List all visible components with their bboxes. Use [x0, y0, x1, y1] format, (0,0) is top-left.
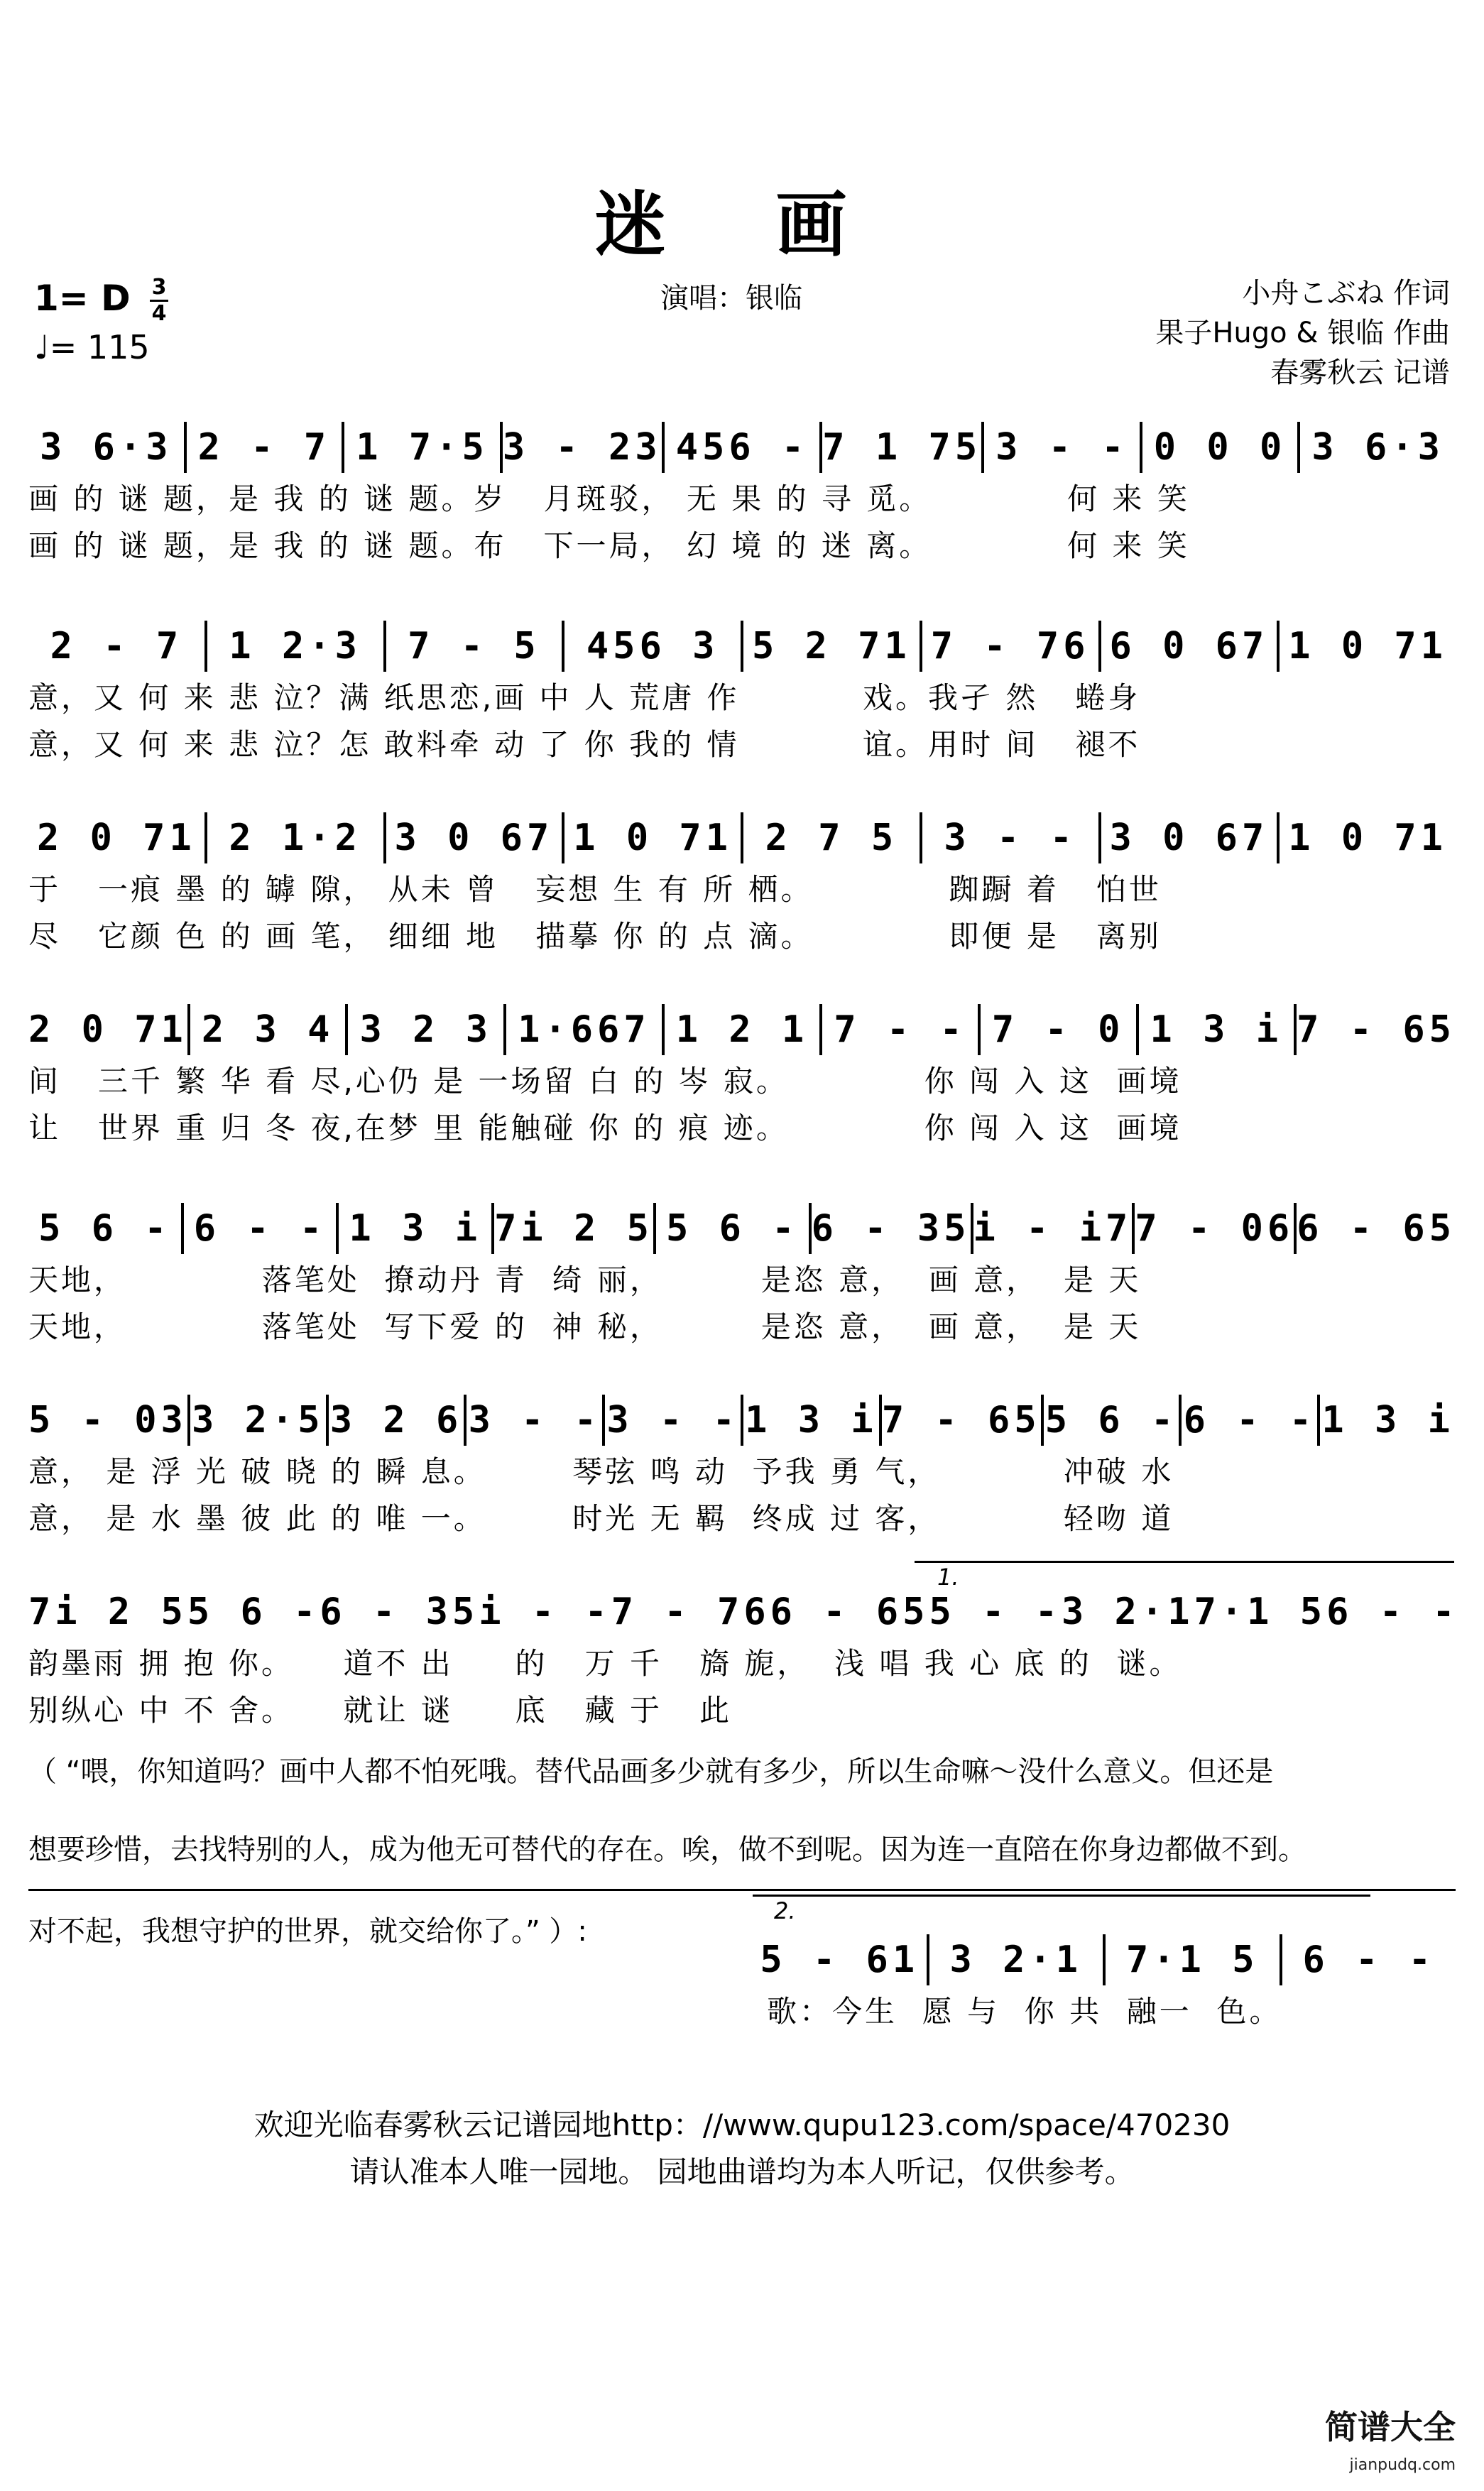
measure: 3 2 3: [359, 1008, 493, 1051]
measure: 6 - 65: [770, 1591, 929, 1633]
lyric-line: 意，又 何 来 悲 泣？满 纸思恋,画 中 人 荒唐 作 戏。我孑 然 蜷身: [28, 680, 1141, 715]
measure: 5 - 61: [760, 1939, 920, 1981]
notes-line: [28, 810, 1456, 866]
measure: 1 7·5: [356, 426, 489, 469]
footer: [0, 2102, 1484, 2196]
measure: 2 3 4: [201, 1008, 334, 1051]
lyric-line: 画 的 谜 题，是 我 的 谜 题。布 下一局， 幻 境 的 迷 离。 何 来 笑: [28, 528, 1190, 563]
notes-line: [28, 618, 1456, 675]
measure: 3 0 67: [394, 817, 554, 859]
tempo-marking: ♩= 115: [34, 328, 150, 366]
measure: 7 - 65: [1297, 1008, 1456, 1051]
measure: 7i 2 5: [494, 1207, 653, 1250]
measure: 3 6·3: [40, 426, 173, 469]
measure: 6 - 35: [811, 1207, 971, 1250]
lyric-line: 画 的 谜 题，是 我 的 谜 题。岁 月斑驳， 无 果 的 寻 觅。 何 来 笑: [28, 481, 1190, 516]
measure: 5 6 -: [187, 1591, 320, 1633]
measure: 3 - 23: [502, 426, 662, 469]
measure: 1 0 71: [1288, 625, 1448, 667]
measure: 6 - -: [1326, 1591, 1459, 1633]
interlude-top-rule: [28, 1889, 1456, 1891]
notes-line: [28, 1584, 1459, 1640]
credits: [1155, 273, 1450, 393]
notes-line: [28, 1001, 1456, 1058]
measure: 1·667: [518, 1008, 650, 1051]
measure: 3 - -: [606, 1399, 739, 1441]
measure: 3 0 67: [1109, 817, 1269, 859]
measure: 0 0 0: [1153, 426, 1287, 469]
measure: 3 6·3: [1311, 426, 1444, 469]
measure: 1 3 i: [349, 1207, 482, 1250]
lyric-line: 让 世界 重 归 冬 夜,在梦 里 能触碰 你 的 痕 迹。 你 闯 入 这 画境: [28, 1111, 1182, 1145]
measure: 3 2·5: [191, 1399, 324, 1441]
interlude-line: 对不起，我想守护的世界，就交给你了。” ）:: [28, 1915, 587, 1948]
measure: 5 - 03: [28, 1399, 187, 1441]
lyricist-credit: 小舟こぶね 作词: [1242, 277, 1450, 310]
lyric-line: 意， 是 水 墨 彼 此 的 唯 一。 时光 无 羁 终成 过 客， 轻吻 道: [28, 1501, 1174, 1536]
lyric-line: 间 三千 繁 华 看 尽,心仍 是 一场留 白 的 岑 寂。 你 闯 入 这 画境: [28, 1064, 1182, 1099]
measure: 6 - -: [1302, 1939, 1436, 1981]
notes-line: [28, 1392, 1456, 1449]
measure: 5 6 -: [1044, 1399, 1178, 1441]
site-logo-url: jianpudq.com: [1349, 2456, 1456, 2474]
measure: 7 - 0: [991, 1008, 1125, 1051]
ending-system: [753, 1931, 1456, 2035]
measure: 1 3 i: [1321, 1399, 1454, 1441]
measure: 2 - 7: [197, 426, 331, 469]
transcriber-credit: 春雾秋云 记谱: [1270, 356, 1450, 389]
measure: 2 0 71: [28, 1008, 187, 1051]
measure: 6 - 35: [320, 1591, 479, 1633]
measure: 1 2·3: [229, 625, 361, 667]
key-signature: [34, 277, 168, 325]
lyric-line: 别纵心 中 不 舍。 就让 谜 底 藏 于 此: [28, 1693, 733, 1728]
measure: 2 - 7: [50, 625, 183, 667]
lyric-line: 天地， 落笔处 撩动丹 青 绮 丽， 是恣 意， 画 意， 是 天: [28, 1263, 1142, 1297]
measure: 5 2 71: [751, 625, 911, 667]
time-numerator: 3: [151, 275, 167, 300]
notes-line: [28, 419, 1456, 476]
score-system: [28, 1584, 1459, 1734]
singer-credit: 演唱：银临: [660, 282, 802, 315]
measure: 2 0 71: [36, 817, 196, 859]
measure: 7 - 06: [1135, 1207, 1294, 1250]
measure: 7 - 76: [930, 625, 1090, 667]
measure: 5 - -: [929, 1591, 1062, 1633]
lyric-line: 意， 是 浮 光 破 晓 的 瞬 息。 琴弦 鸣 动 予我 勇 气， 冲破 水: [28, 1454, 1174, 1489]
measure: 7i 2 5: [28, 1591, 187, 1633]
measure: 456 -: [675, 426, 809, 469]
measure: 456 3: [586, 625, 719, 667]
measure: 6 - 65: [1297, 1207, 1456, 1250]
notes-line: [28, 1200, 1456, 1257]
measure: 3 2 6: [329, 1399, 463, 1441]
lyric-line: 韵墨雨 拥 抱 你。 道不 出 的 万 千 旖 旎， 浅 唱 我 心 底 的 谜。: [28, 1646, 1182, 1681]
measure: 7·1 5: [1194, 1591, 1327, 1633]
score-system: [28, 1392, 1456, 1542]
measure: 1 2 1: [675, 1008, 809, 1051]
footer-notice: 请认准本人唯一园地。 园地曲谱均为本人听记，仅供参考。: [349, 2154, 1135, 2189]
volta-2-bracket: [753, 1895, 1370, 1897]
measure: 7 - 65: [881, 1399, 1041, 1441]
score-system: [28, 1200, 1456, 1351]
ending-lyric: 歌：今生 愿 与 你 共 融一 色。: [767, 1994, 1282, 2029]
ending-notes: [753, 1931, 1456, 1988]
measure: 3 - -: [995, 426, 1128, 469]
interlude-line: （ “喂，你知道吗？画中人都不怕死哦。替代品画多少就有多少，所以生命嘛～没什么意义。但还是: [28, 1755, 1274, 1788]
site-logo: 简谱大全: [1325, 2408, 1456, 2446]
composer-credit: 果子Hugo & 银临 作曲: [1155, 317, 1450, 349]
measure: 2 7 5: [765, 817, 898, 859]
measure: 7·1 5: [1125, 1939, 1259, 1981]
measure: 3 - -: [468, 1399, 601, 1441]
measure: i - -: [479, 1591, 611, 1633]
key-label: 1= D: [34, 278, 131, 319]
song-title: 迷 画: [594, 182, 890, 266]
measure: 3 2·1: [1062, 1591, 1194, 1633]
measure: 1 3 i: [1150, 1008, 1283, 1051]
interlude-line: 想要珍惜，去找特别的人，成为他无可替代的存在。唉，做不到呢。因为连一直陪在你身边都做不到。: [28, 1833, 1306, 1866]
measure: 7 - 76: [611, 1591, 770, 1633]
measure: 5 6 -: [666, 1207, 799, 1250]
measure: 6 - -: [1183, 1399, 1316, 1441]
lyric-line: 意，又 何 来 悲 泣？怎 敢料牵 动 了 你 我的 情 谊。用时 间 褪不: [28, 727, 1141, 762]
measure: 5 6 -: [38, 1207, 171, 1250]
measure: 1 0 71: [573, 817, 733, 859]
volta-1-label: 1.: [937, 1564, 959, 1591]
measure: 3 - -: [944, 817, 1076, 859]
lyric-line: 于 一痕 墨 的 罅 隙， 从未 曾 妄想 生 有 所 栖。 踟蹰 着 怕世: [28, 872, 1162, 907]
measure: 7 - 5: [408, 625, 540, 667]
measure: i - i7: [973, 1207, 1133, 1250]
measure: 6 - -: [193, 1207, 327, 1250]
measure: 6 0 67: [1109, 625, 1269, 667]
lyric-line: 尽 它颜 色 的 画 笔， 细细 地 描摹 你 的 点 滴。 即便 是 离别: [28, 919, 1162, 954]
score-system: [28, 810, 1456, 960]
score-system: [28, 618, 1456, 768]
volta-2-label: 2.: [774, 1897, 796, 1924]
lyric-line: 天地， 落笔处 写下爱 的 神 秘， 是恣 意， 画 意， 是 天: [28, 1309, 1142, 1344]
measure: 1 3 i: [745, 1399, 878, 1441]
footer-welcome: 欢迎光临春雾秋云记谱园地http：//www.qupu123.com/space/470230: [253, 2108, 1231, 2142]
time-signature: [150, 277, 168, 325]
time-denominator: 4: [151, 301, 167, 326]
measure: 7 - -: [834, 1008, 966, 1051]
score-system: [28, 419, 1456, 569]
measure: 7 1 75: [822, 426, 982, 469]
score-system: [28, 1001, 1456, 1152]
measure: 1 0 71: [1288, 817, 1448, 859]
volta-1-bracket: [915, 1561, 1454, 1563]
measure: 3 2·1: [949, 1939, 1083, 1981]
measure: 2 1·2: [229, 817, 361, 859]
